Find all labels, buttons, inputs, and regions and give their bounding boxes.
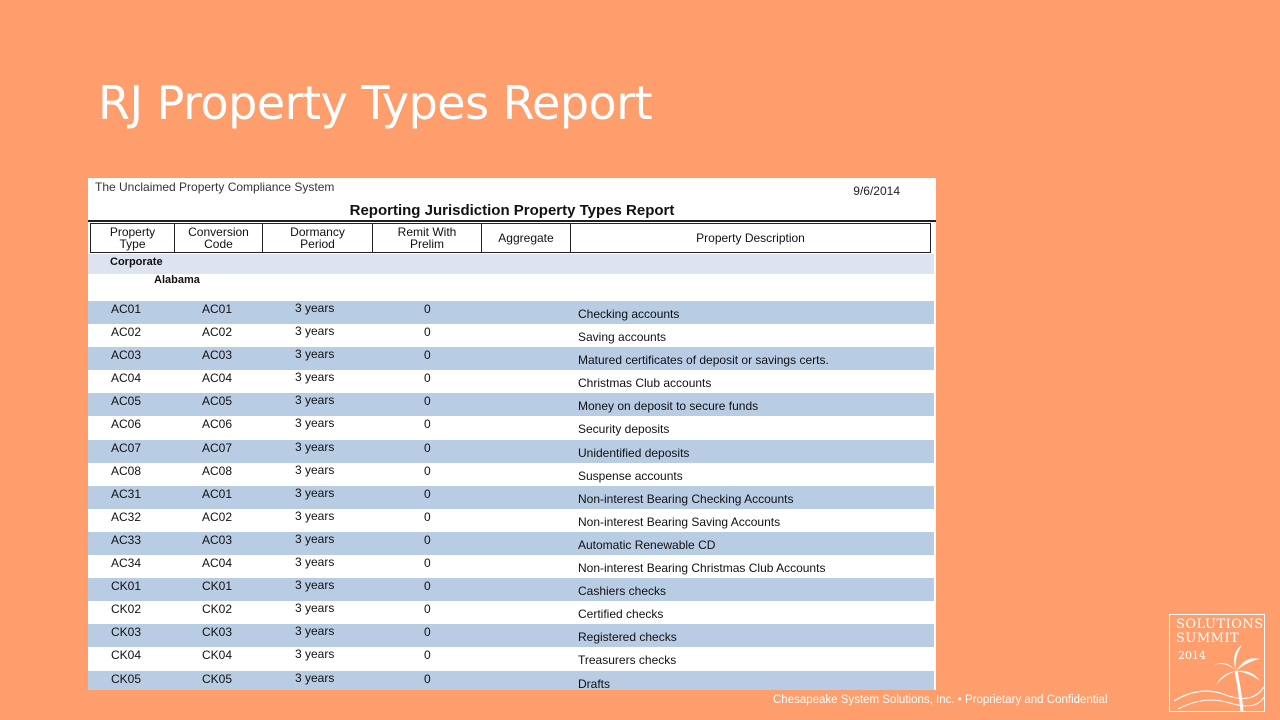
cell-dormancy-period: 3 years — [295, 439, 335, 454]
cell-remit-with-prelim: 0 — [424, 556, 431, 571]
cell-remit-with-prelim: 0 — [424, 579, 431, 594]
cell-conversion-code: AC04 — [202, 371, 233, 386]
table-row — [88, 578, 934, 601]
cell-property-description: Registered checks — [578, 630, 677, 645]
cell-property-type: CK04 — [111, 648, 142, 663]
cell-property-type: AC05 — [111, 394, 142, 409]
cell-property-description: Automatic Renewable CD — [578, 537, 716, 552]
group-header-row — [88, 254, 934, 274]
cell-property-description: Saving accounts — [578, 330, 667, 345]
cell-property-type: CK02 — [111, 602, 142, 617]
cell-property-description: Certified checks — [578, 607, 664, 622]
cell-remit-with-prelim: 0 — [424, 602, 431, 617]
cell-dormancy-period: 3 years — [295, 301, 335, 315]
table-row — [88, 301, 934, 324]
cell-property-description: Checking accounts — [578, 307, 680, 321]
column-header-conversion-code: Conversion Code — [175, 224, 263, 252]
cell-conversion-code: CK02 — [202, 602, 233, 617]
report-image — [88, 178, 936, 690]
cell-remit-with-prelim: 0 — [424, 509, 431, 524]
title-divider — [88, 220, 936, 222]
cell-dormancy-period: 3 years — [295, 324, 335, 339]
cell-property-description: Cashiers checks — [578, 584, 667, 599]
column-header-row — [90, 223, 931, 253]
table-row — [88, 463, 934, 486]
cell-property-description: Christmas Club accounts — [578, 376, 712, 391]
cell-property-type: AC02 — [111, 325, 142, 340]
cell-property-description: Non-interest Bearing Checking Accounts — [578, 491, 794, 506]
cell-conversion-code: AC01 — [202, 486, 233, 501]
table-row — [88, 509, 934, 532]
cell-conversion-code: AC05 — [202, 394, 233, 409]
cell-property-type: AC04 — [111, 371, 142, 386]
cell-property-description: Non-interest Bearing Christmas Club Accounts — [578, 561, 826, 576]
table-row — [88, 532, 934, 555]
cell-property-type: AC31 — [111, 486, 142, 501]
cell-remit-with-prelim: 0 — [424, 371, 431, 386]
cell-remit-with-prelim: 0 — [424, 394, 431, 409]
cell-dormancy-period: 3 years — [295, 485, 335, 500]
table-row — [88, 440, 934, 463]
table-row — [88, 486, 934, 509]
cell-dormancy-period: 3 years — [295, 370, 335, 385]
cell-property-type: AC34 — [111, 556, 142, 571]
table-row — [88, 647, 934, 670]
cell-conversion-code: AC04 — [202, 556, 233, 571]
logo-year: 2014 — [1178, 649, 1206, 662]
table-row — [88, 601, 934, 624]
cell-remit-with-prelim: 0 — [424, 532, 431, 547]
group-label: Corporate — [110, 256, 163, 268]
cell-remit-with-prelim: 0 — [424, 486, 431, 501]
column-header-property-type: Property Type — [91, 224, 175, 252]
cell-remit-with-prelim: 0 — [424, 463, 431, 478]
cell-dormancy-period: 3 years — [295, 670, 335, 685]
report-rows — [88, 301, 934, 690]
cell-property-description: Unidentified deposits — [578, 445, 690, 460]
cell-conversion-code: AC02 — [202, 325, 233, 340]
cell-property-type: AC07 — [111, 440, 142, 455]
cell-property-description: Drafts — [578, 676, 611, 690]
cell-conversion-code: AC08 — [202, 463, 233, 478]
cell-property-type: CK05 — [111, 671, 142, 686]
logo-line-2: SUMMIT — [1176, 631, 1240, 646]
table-row — [88, 370, 934, 393]
cell-remit-with-prelim: 0 — [424, 648, 431, 663]
cell-property-description: Security deposits — [578, 422, 670, 437]
cell-property-type: AC33 — [111, 532, 142, 547]
table-row — [88, 671, 934, 691]
cell-property-description: Non-interest Bearing Saving Accounts — [578, 514, 781, 529]
cell-property-description: Matured certificates of deposit or savings certs. — [578, 353, 829, 368]
slide-title: RJ Property Types Report — [98, 76, 653, 130]
cell-dormancy-period: 3 years — [295, 393, 335, 408]
table-row — [88, 393, 934, 416]
cell-dormancy-period: 3 years — [295, 508, 335, 523]
footer-text: Chesapeake System Solutions, Inc. • Proprietary and Confidential — [773, 694, 1108, 706]
table-row — [88, 555, 934, 578]
cell-conversion-code: CK04 — [202, 648, 233, 663]
report-date: 9/6/2014 — [853, 184, 900, 198]
cell-conversion-code: CK01 — [202, 579, 233, 594]
cell-property-type: AC08 — [111, 463, 142, 478]
system-name: The Unclaimed Property Compliance System — [95, 180, 335, 194]
column-header-property-description: Property Description — [696, 231, 805, 245]
cell-conversion-code: CK03 — [202, 625, 233, 640]
column-header-aggregate: Aggregate — [482, 224, 571, 252]
logo-line-1: SOLUTIONS — [1176, 617, 1264, 632]
column-header-remit-with-prelim: Remit With Prelim — [373, 224, 482, 252]
cell-remit-with-prelim: 0 — [424, 325, 431, 340]
cell-remit-with-prelim: 0 — [424, 440, 431, 455]
state-header-row — [88, 274, 934, 300]
cell-remit-with-prelim: 0 — [424, 302, 431, 316]
cell-dormancy-period: 3 years — [295, 601, 335, 616]
cell-property-description: Suspense accounts — [578, 468, 683, 483]
cell-remit-with-prelim: 0 — [424, 348, 431, 363]
cell-dormancy-period: 3 years — [295, 462, 335, 477]
cell-conversion-code: AC01 — [202, 302, 233, 316]
cell-remit-with-prelim: 0 — [424, 417, 431, 432]
cell-property-type: CK01 — [111, 579, 142, 594]
cell-property-type: AC03 — [111, 348, 142, 363]
cell-property-type: CK03 — [111, 625, 142, 640]
cell-remit-with-prelim: 0 — [424, 671, 431, 686]
cell-property-description: Money on deposit to secure funds — [578, 399, 759, 414]
cell-dormancy-period: 3 years — [295, 347, 335, 362]
solutions-summit-logo — [1169, 614, 1265, 712]
cell-conversion-code: AC06 — [202, 417, 233, 432]
table-row — [88, 624, 934, 647]
column-header-dormancy-period: Dormancy Period — [263, 224, 373, 252]
cell-property-description: Treasurers checks — [578, 653, 677, 668]
cell-conversion-code: AC07 — [202, 440, 233, 455]
cell-remit-with-prelim: 0 — [424, 625, 431, 640]
table-row — [88, 324, 934, 347]
cell-property-type: AC06 — [111, 417, 142, 432]
table-row — [88, 347, 934, 370]
cell-conversion-code: AC03 — [202, 348, 233, 363]
cell-conversion-code: AC02 — [202, 509, 233, 524]
cell-dormancy-period: 3 years — [295, 555, 335, 570]
cell-dormancy-period: 3 years — [295, 624, 335, 639]
cell-dormancy-period: 3 years — [295, 578, 335, 593]
table-row — [88, 416, 934, 439]
cell-conversion-code: AC03 — [202, 532, 233, 547]
cell-property-type: AC01 — [111, 302, 142, 316]
state-label: Alabama — [154, 274, 200, 286]
report-title: Reporting Jurisdiction Property Types Report — [349, 202, 675, 219]
cell-dormancy-period: 3 years — [295, 416, 335, 431]
cell-property-type: AC32 — [111, 509, 142, 524]
cell-dormancy-period: 3 years — [295, 647, 335, 662]
cell-dormancy-period: 3 years — [295, 531, 335, 546]
cell-conversion-code: CK05 — [202, 671, 233, 686]
